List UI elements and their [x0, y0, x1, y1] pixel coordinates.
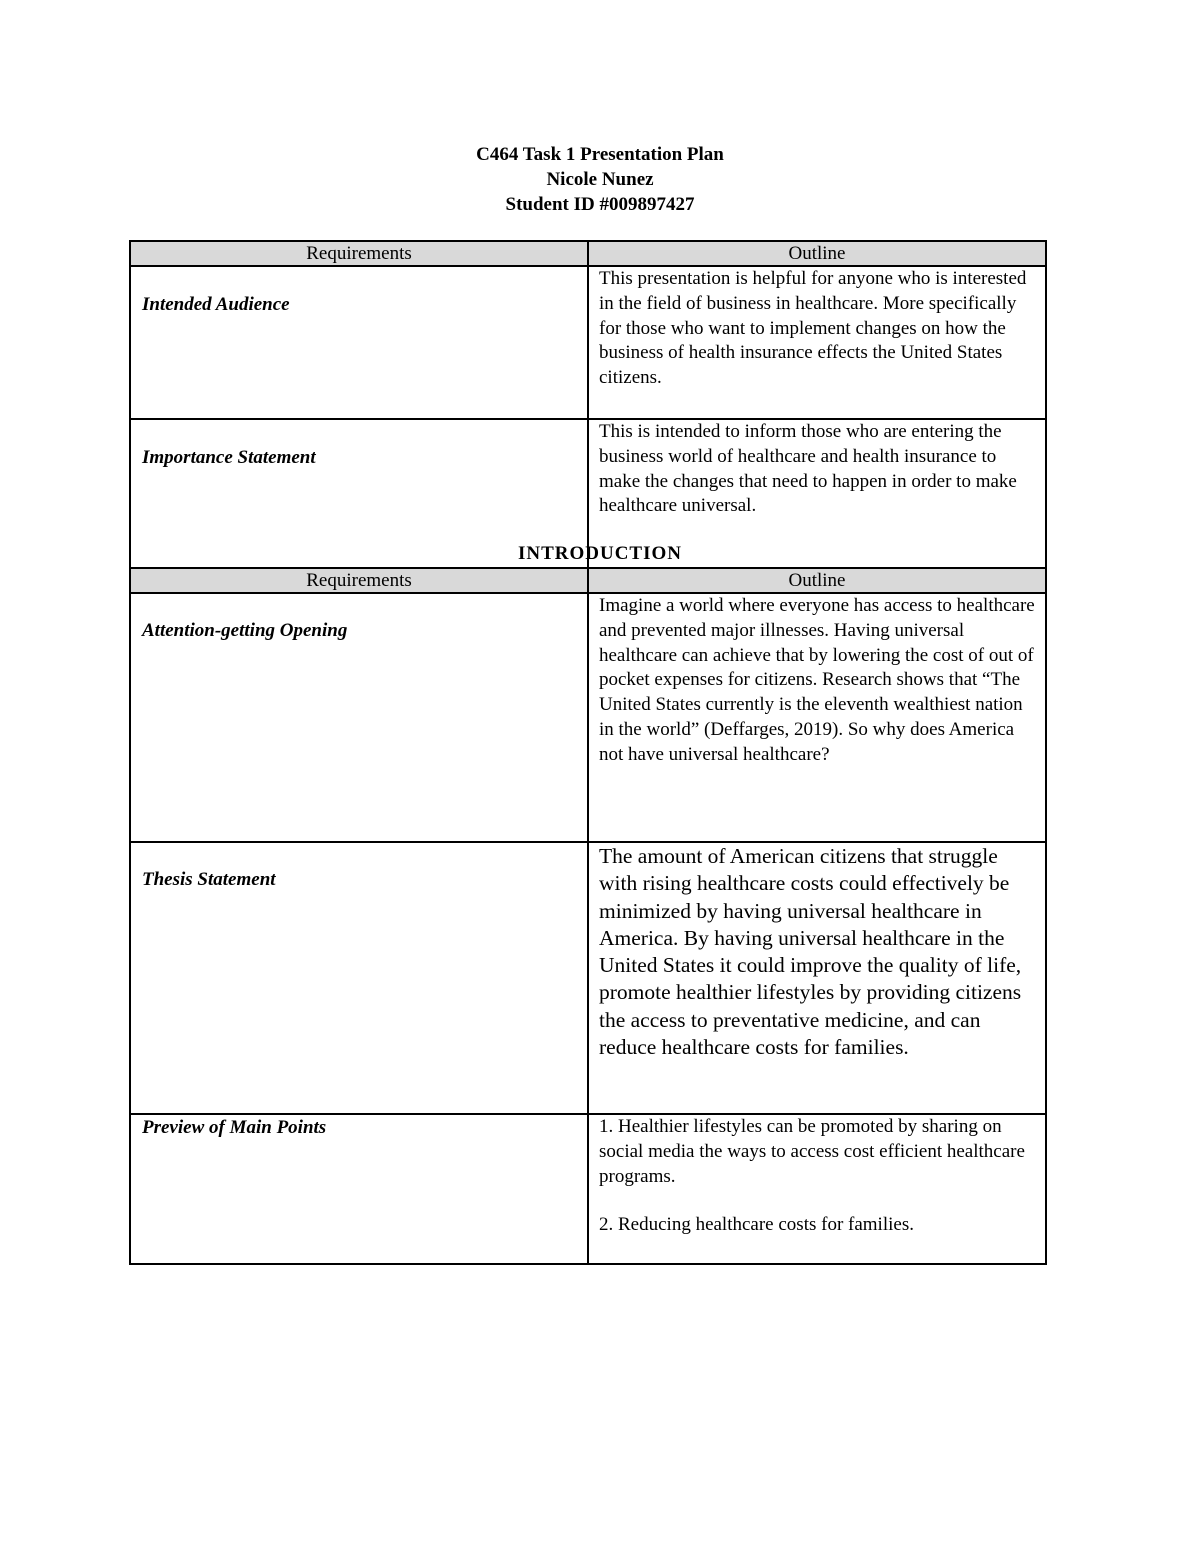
requirements-header: Requirements	[130, 241, 588, 266]
main-point-1: 1. Healthier lifestyles can be promoted by sharing on social media the ways to access cost efficient healthcare programs.	[599, 1116, 1025, 1187]
document-header	[0, 142, 1200, 217]
student-id: Student ID #009897427	[505, 194, 695, 215]
main-point-2: 2. Reducing healthcare costs for families.	[599, 1214, 914, 1236]
table-row	[130, 842, 1046, 1114]
spacer	[599, 1189, 1037, 1213]
author-name: Nicole Nunez	[546, 169, 654, 190]
importance-statement-text: This is intended to inform those who are entering the business world of healthcare and health insurance to make the changes that need to happen in order to make healthcare universal.	[588, 419, 1046, 572]
intended-audience-text: This presentation is helpful for anyone who is interested in the field of business in healthcare. More specifically for those who want to implement changes on how the business of health insurance effects the United States citizens.	[588, 266, 1046, 419]
audience-table	[129, 240, 1047, 573]
attention-opening-text: Imagine a world where everyone has access to healthcare and prevented major illnesses. Having universal healthcare can achieve that by lowering the cost of out of pocket expenses for citizens. Research shows that “The United States currently is the eleventh wealthiest nation in the world” (Deffarges, 2019). So why does America not have universal healthcare?	[588, 593, 1046, 842]
thesis-statement-label: Thesis Statement	[130, 842, 588, 1114]
table-row	[130, 593, 1046, 842]
requirements-header: Requirements	[130, 568, 588, 593]
preview-main-points-cell	[588, 1114, 1046, 1264]
table-row	[130, 266, 1046, 419]
document-title: C464 Task 1 Presentation Plan	[476, 144, 724, 165]
outline-header: Outline	[588, 241, 1046, 266]
table-row	[130, 1114, 1046, 1264]
intended-audience-label: Intended Audience	[130, 266, 588, 419]
attention-opening-label: Attention-getting Opening	[130, 593, 588, 842]
outline-header: Outline	[588, 568, 1046, 593]
importance-statement-label: Importance Statement	[130, 419, 588, 572]
introduction-heading: INTRODUCTION	[517, 543, 683, 564]
table-header-row	[130, 568, 1046, 593]
table-header-row	[130, 241, 1046, 266]
preview-main-points-label: Preview of Main Points	[130, 1114, 588, 1264]
thesis-statement-text: The amount of American citizens that struggle with rising healthcare costs could effectively be minimized by having universal healthcare in America. By having universal healthcare in the United States it could improve the quality of life, promote healthier lifestyles by providing citizens the access to preventative medicine, and can reduce healthcare costs for families.	[588, 842, 1046, 1114]
introduction-table	[129, 567, 1047, 1265]
